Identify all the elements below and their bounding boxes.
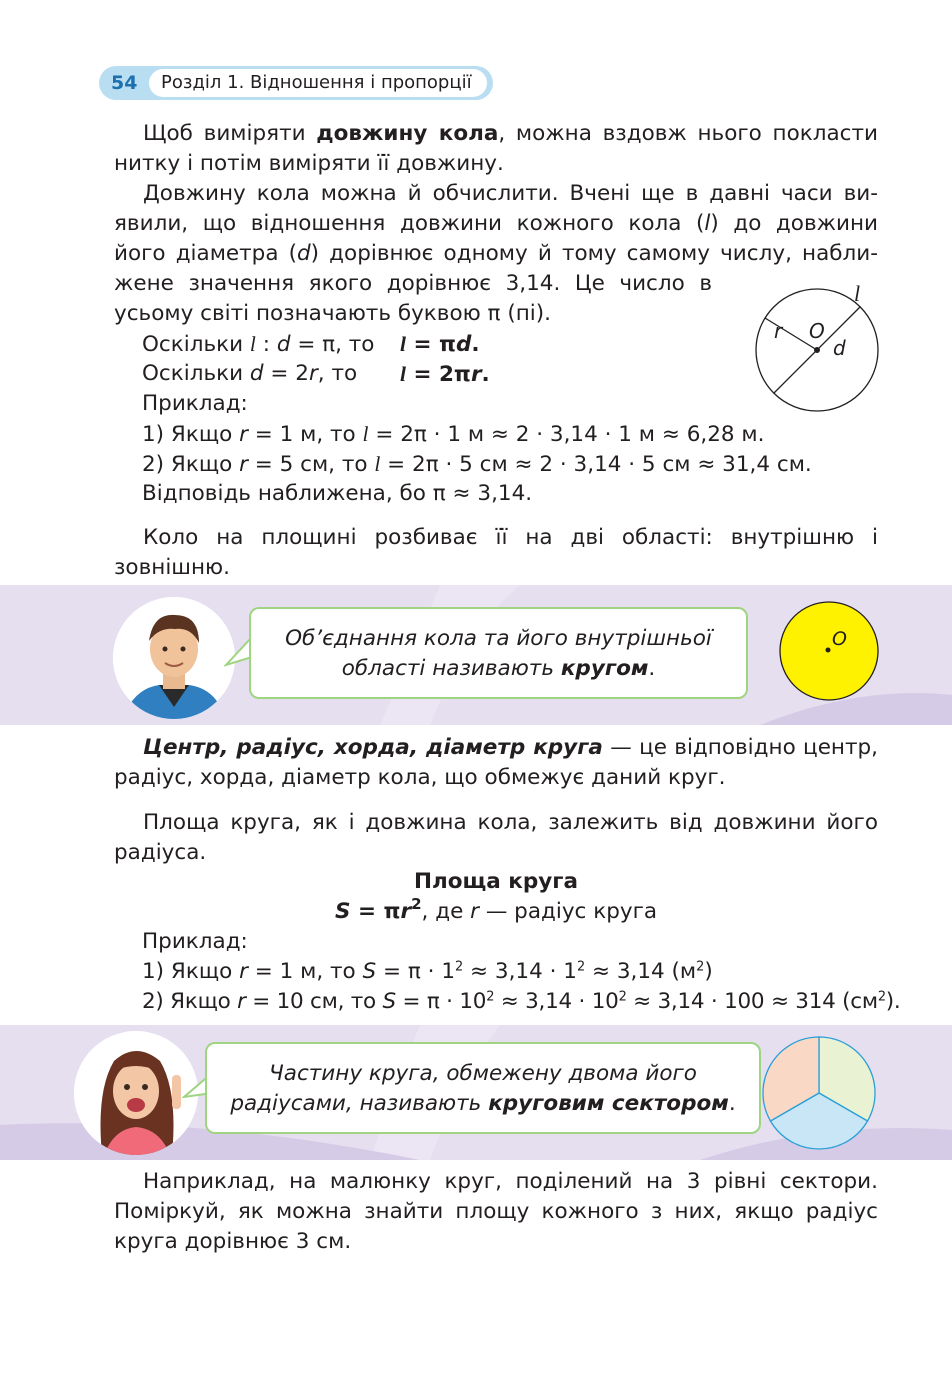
- circle-diagram: [748, 278, 888, 418]
- paragraph-pi-definition: Довжину кола можна й обчислити. Вчені ще в давні часи ви- явили, що відношення довжини кожного кола (l) до довжини його діаметра (d) дорівнює одному й тому самому числу, набли- жене значення якого дорівнює 3,14. Це число в усьому світі позначають буквою π (пі).: [114, 181, 878, 326]
- example-line: 2) Якщо r = 10 см, то $S = \pi \cdot 10^2 \approx 3,14 \cdot 10^2 \approx 3,14 \cdot 100 \approx 314$ $(см^2)$.: [142, 989, 901, 1014]
- page-number: 54: [111, 72, 138, 94]
- area-title: Площа круга: [413, 869, 578, 894]
- definition-band-disk: [0, 585, 952, 725]
- example-line: 2) Якщо r = 5 см, то l = 2π · 5 см ≈ 2 · 3,14 · 5 см ≈ 31,4 см.: [142, 452, 812, 477]
- girl-avatar: [74, 1031, 198, 1155]
- definition-bubble-sector: Частину круга, обмежену двома його радіусами, називають круговим сектором.: [205, 1042, 761, 1134]
- label-d: d: [833, 336, 846, 360]
- example-line: 1) Якщо r = 1 м, то l = 2π · 1 м ≈ 2 · 3,14 · 1 м ≈ 6,28 м.: [142, 422, 765, 447]
- example-answer: Відповідь наближена, бо π ≈ 3,14.: [142, 481, 533, 506]
- chapter-header: [99, 66, 493, 100]
- paragraph-area-dependence: Площа круга, як і довжина кола, залежить від довжини його радіуса.: [114, 810, 878, 865]
- label-r: r: [774, 319, 783, 343]
- example-line: 1) Якщо r = 1 м, то $S = \pi \cdot 1^2 \approx 3,14 \cdot 1^2 \approx 3,14$ $(м^2)$: [142, 959, 713, 984]
- label-o: O: [809, 319, 825, 343]
- paragraph-disk-elements: Центр, радіус, хорда, діаметр круга — це відповідно центр, радіус, хорда, діаметр кола, що обмежує даний круг.: [114, 735, 878, 790]
- disk-center-label: O: [832, 628, 847, 650]
- example-title: Приклад:: [142, 391, 248, 416]
- example-title: Приклад:: [142, 929, 248, 954]
- yellow-disk: [777, 600, 881, 704]
- center-point: [814, 347, 820, 353]
- definition-bubble-disk: Об’єднання кола та його внутрішньої області називають кругом.: [249, 607, 748, 699]
- area-formula: $S = \pi r^2$, де r — радіус круга: [334, 894, 658, 924]
- boy-avatar: [113, 597, 235, 719]
- label-l: l: [854, 281, 861, 306]
- formula-l-pi-d: Оскільки l : d = π, то l = πd.: [142, 332, 480, 357]
- chapter-title: Розділ 1. Відношення і пропорції: [149, 69, 487, 97]
- sector-disk: [760, 1032, 878, 1150]
- paragraph-circumference-measure: Щоб виміряти довжину кола, можна вздовж нього покласти нитку і потім виміряти її довжину.: [114, 121, 878, 176]
- paragraph-plane-regions: Коло на площині розбиває її на дві області: внутрішню і зовнішню.: [114, 525, 878, 580]
- paragraph-sector-task: Наприклад, на малюнку круг, поділений на 3 рівні сектори. Поміркуй, як можна знайти площу кожного з них, якщо радіус круга дорівнює 3 см.: [114, 1169, 878, 1254]
- disk-center-point: [826, 648, 831, 653]
- formula-l-2pi-r: Оскільки d = 2r, то l = 2πr.: [142, 361, 490, 387]
- definition-band-sector: [0, 1025, 952, 1160]
